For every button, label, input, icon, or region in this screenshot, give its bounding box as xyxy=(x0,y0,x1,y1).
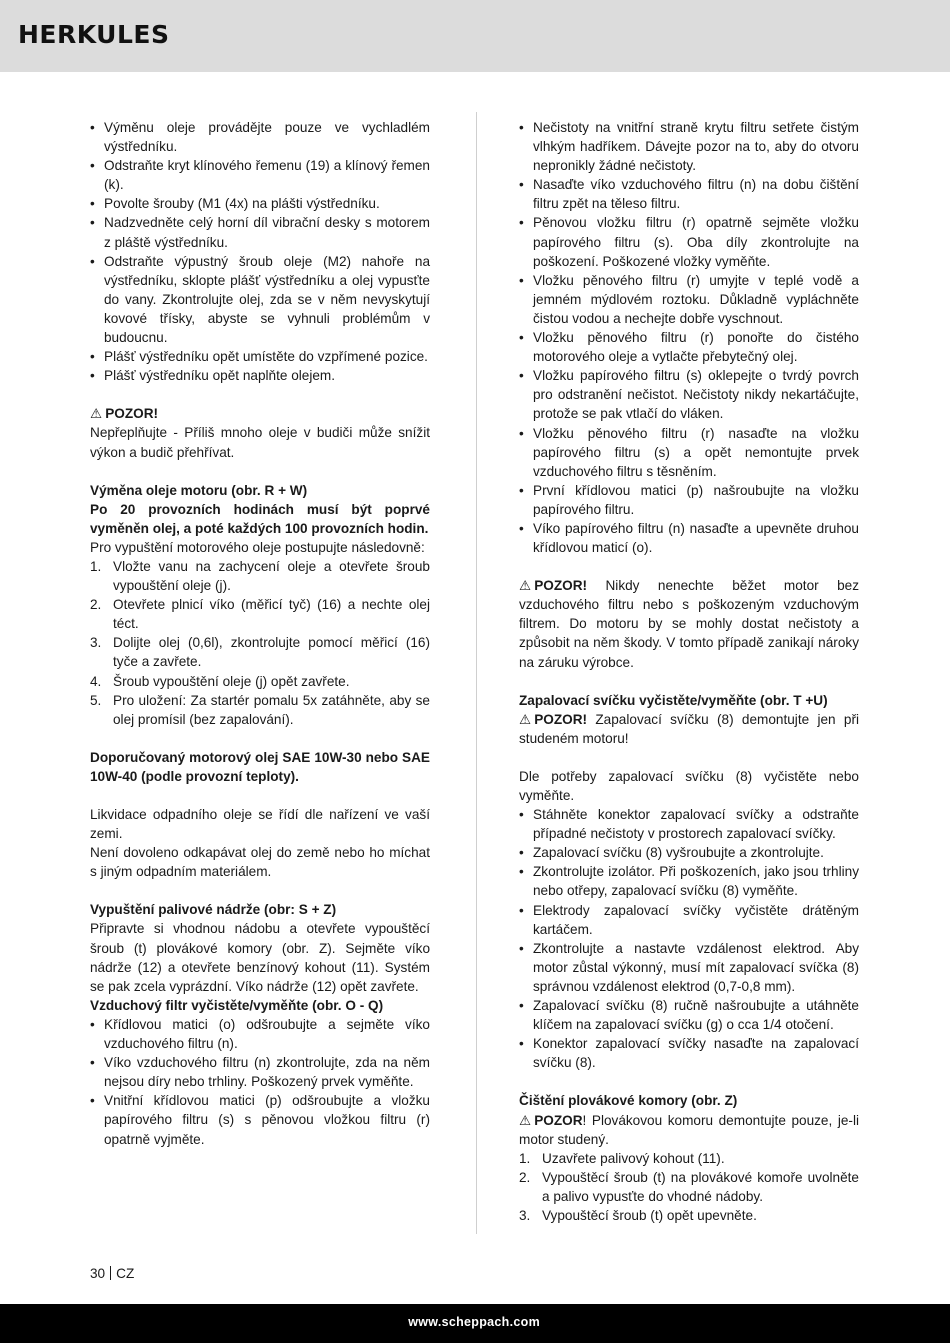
list-item: • Odstraňte výpustný šroub oleje (M2) nahoře na výstředníku, sklopte plášť výstředníku a olej vypusťte do vany. Zkontrolujte olej, zda se v něm nevyskytují kovové třísky, abyste se vyhnuli problémům v budoucnu. xyxy=(90,252,430,347)
list-item: • Křídlovou matici (o) odšroubujte a sejměte víko vzduchového filtru (n). xyxy=(90,1015,430,1053)
list-item: 3. Vypouštěcí šroub (t) opět upevněte. xyxy=(519,1207,757,1223)
disposal-text: Likvidace odpadního oleje se řídí dle nařízení ve vaší zemi. xyxy=(90,807,430,842)
website-link[interactable]: www.scheppach.com xyxy=(408,1315,540,1329)
warning-heading: ⚠ POZOR! xyxy=(90,404,430,423)
section-heading: Vzduchový filtr vyčistěte/vyměňte (obr. O - Q) xyxy=(90,997,384,1013)
spark-plug-list xyxy=(519,805,859,1072)
spark-intro: Dle potřeby zapalovací svíčku (8) vyčistěte nebo vyměňte. xyxy=(519,768,859,803)
list-item: • Nečistoty na vnitřní straně krytu filtru setřete čistým vlhkým hadříkem. Dávejte pozor na to, aby do otvoru nepronikly žádné nečistoty. xyxy=(519,118,859,175)
list-item: • Plášť výstředníku opět naplňte olejem. xyxy=(90,366,430,385)
list-item: • Zkontrolujte izolátor. Při poškozeních, jako jsou trhliny nebo otřepy, zapalovací svíčku (8) vyměňte. xyxy=(519,862,859,900)
list-item: • Nasaďte víko vzduchového filtru (n) na dobu čištění filtru zpět na těleso filtru. xyxy=(519,175,859,213)
list-item: • Vnitřní křídlovou matici (p) odšroubujte a vložku papírového filtru (s) s pěnovou vložkou filtru (r) opatrně vyjměte. xyxy=(90,1091,430,1148)
warning-text: ⚠ POZOR! Plovákovou komoru demontujte pouze, je-li motor studený. xyxy=(519,1112,859,1147)
air-filter-list xyxy=(90,1015,430,1149)
list-item: 3. Dolijte olej (0,6l), zkontrolujte pomocí měřicí (16) tyče a zavřete. xyxy=(90,635,430,670)
list-item: 1. Vložte vanu na zachycení oleje a otevřete šroub vypouštění oleje (j). xyxy=(90,558,430,594)
list-item: 5. Pro uložení: Za startér pomalu 5x zatáhněte, aby se olej promísil (bez zapalování). xyxy=(90,692,430,727)
list-item: • Vložku papírového filtru (s) oklepejte o tvrdý povrch pro odstranění nečistot. Nečistoty nikdy nekartáčujte, protože se pak vtlačí do vláken. xyxy=(519,366,859,423)
motor-oil-intro: Pro vypuštění motorového oleje postupujte následovně: xyxy=(90,539,425,555)
list-item: • Elektrody zapalovací svíčky vyčistěte drátěným kartáčem. xyxy=(519,901,859,939)
filter-list xyxy=(519,118,859,557)
motor-oil-steps xyxy=(90,557,430,729)
column-divider xyxy=(476,112,477,1234)
list-item: • Plášť výstředníku opět umístěte do vzpřímené pozice. xyxy=(90,347,430,366)
list-item: • Nadzvedněte celý horní díl vibrační desky s motorem z pláště výstředníku. xyxy=(90,213,430,251)
warning-icon: ⚠ xyxy=(519,711,532,727)
recommended-oil: Doporučovaný motorový olej SAE 10W-30 nebo SAE 10W-40 (podle provozní teploty). xyxy=(90,749,430,784)
fuel-text: Připravte si vhodnou nádobu a otevřete vypouštěcí šroub (t) plovákové komory (obr. Z). Sejměte víko nádrže (12) a otevřete benzínový kohout (11). Systém se pak zcela vyprázdní. Víko nádrže (12) opět zavřete. xyxy=(90,921,430,994)
left-column xyxy=(90,118,430,1149)
list-item: • Víko papírového filtru (n) nasaďte a upevněte druhou křídlovou maticí (o). xyxy=(519,519,859,557)
float-chamber-steps xyxy=(519,1149,859,1225)
warning-icon: ⚠ xyxy=(519,578,532,594)
list-item: • Vložku pěnového filtru (r) nasaďte na vložku papírového filtru (s) a opět nemontujte prvek vzduchového filtru s těsněním. xyxy=(519,424,859,481)
right-column xyxy=(519,118,859,1225)
warning-text: ⚠ POZOR! Nikdy nenechte běžet motor bez vzduchového filtru nebo s poškozeným vzduchovým filtrem. Do motoru by se mohly dostat nečistoty a způsobit na něm škody. V tomto případě zanikají nároky na záruku výrobce. xyxy=(519,578,859,670)
list-item: • Pěnovou vložku filtru (r) opatrně sejměte vložku papírového filtru (s). Oba díly zkontrolujte na poškození. Poškozené vložky vyměňte. xyxy=(519,213,859,270)
list-item: • Vložku pěnového filtru (r) ponořte do čistého motorového oleje a vytlačte přebytečný olej. xyxy=(519,328,859,366)
warning-icon: ⚠ xyxy=(519,1112,532,1128)
page-header xyxy=(0,0,950,72)
list-item: • Výměnu oleje provádějte pouze ve vychladlém výstředníku. xyxy=(90,118,430,156)
list-item: • Odstraňte kryt klínového řemenu (19) a klínový řemen (k). xyxy=(90,156,430,194)
motor-oil-interval: Po 20 provozních hodinách musí být poprvé vyměněn olej, a poté každých 100 provozních hodin. xyxy=(90,501,430,536)
language-code: CZ xyxy=(116,1266,135,1281)
list-item: • Zapalovací svíčku (8) vyšroubujte a zkontrolujte. xyxy=(519,843,859,862)
section-heading: Zapalovací svíčku vyčistěte/vyměňte (obr. T +U) xyxy=(519,692,828,708)
warning-icon: ⚠ xyxy=(90,406,103,422)
list-item: 2. Vypouštěcí šroub (t) na plovákové komoře uvolněte a palivo vypusťte do vhodné nádoby. xyxy=(519,1169,859,1204)
warning-text: Nepřeplňujte - Příliš mnoho oleje v budiči může snížit výkon a budič přehřívat. xyxy=(90,425,430,460)
list-item: 2. Otevřete plnicí víko (měřicí tyč) (16) a nechte olej téct. xyxy=(90,597,430,632)
section-heading: Vypuštění palivové nádrže (obr: S + Z) xyxy=(90,902,337,918)
list-item: • Víko vzduchového filtru (n) zkontrolujte, zda na něm nejsou díry nebo trhliny. Poškozený prvek vyměňte. xyxy=(90,1053,430,1091)
separator xyxy=(110,1266,111,1280)
oil-change-list xyxy=(90,118,430,385)
list-item: • Zkontrolujte a nastavte vzdálenost elektrod. Aby motor zůstal výkonný, musí mít zapalovací svíčka (8) správnou vzdálenost elektrod (0,7-0,8 mm). xyxy=(519,939,859,996)
list-item: • Konektor zapalovací svíčky nasaďte na zapalovací svíčku (8). xyxy=(519,1034,859,1072)
list-item: • Zapalovací svíčku (8) ručně našroubujte a utáhněte klíčem na zapalovací svíčku (g) o cca 1/4 otočení. xyxy=(519,996,859,1034)
page-footer xyxy=(0,1304,950,1343)
disposal-text: Není dovoleno odkapávat olej do země nebo ho míchat s jiným odpadním materiálem. xyxy=(90,845,430,880)
list-item: • Povolte šrouby (M1 (4x) na plášti výstředníku. xyxy=(90,194,430,213)
list-item: • Stáhněte konektor zapalovací svíčky a odstraňte případné nečistoty v prostorech zapalovací svíčky. xyxy=(519,805,859,843)
brand-logo: HERKULES xyxy=(18,20,170,49)
list-item: 1. Uzavřete palivový kohout (11). xyxy=(519,1150,725,1166)
section-heading: Čištění plovákové komory (obr. Z) xyxy=(519,1093,738,1109)
warning-text: ⚠ POZOR! Zapalovací svíčku (8) demontujte jen při studeném motoru! xyxy=(519,711,860,746)
section-heading: Výměna oleje motoru (obr. R + W) xyxy=(90,482,308,498)
list-item: • První křídlovou matici (p) našroubujte na vložku papírového filtru. xyxy=(519,481,859,519)
page-number: 30 CZ xyxy=(90,1266,135,1281)
list-item: • Vložku pěnového filtru (r) umyjte v teplé vodě a jemném mýdlovém roztoku. Důkladně vypláchněte čistou vodou a nechejte dobře vyschnout. xyxy=(519,271,859,328)
list-item: 4. Šroub vypouštění oleje (j) opět zavřete. xyxy=(90,673,350,689)
